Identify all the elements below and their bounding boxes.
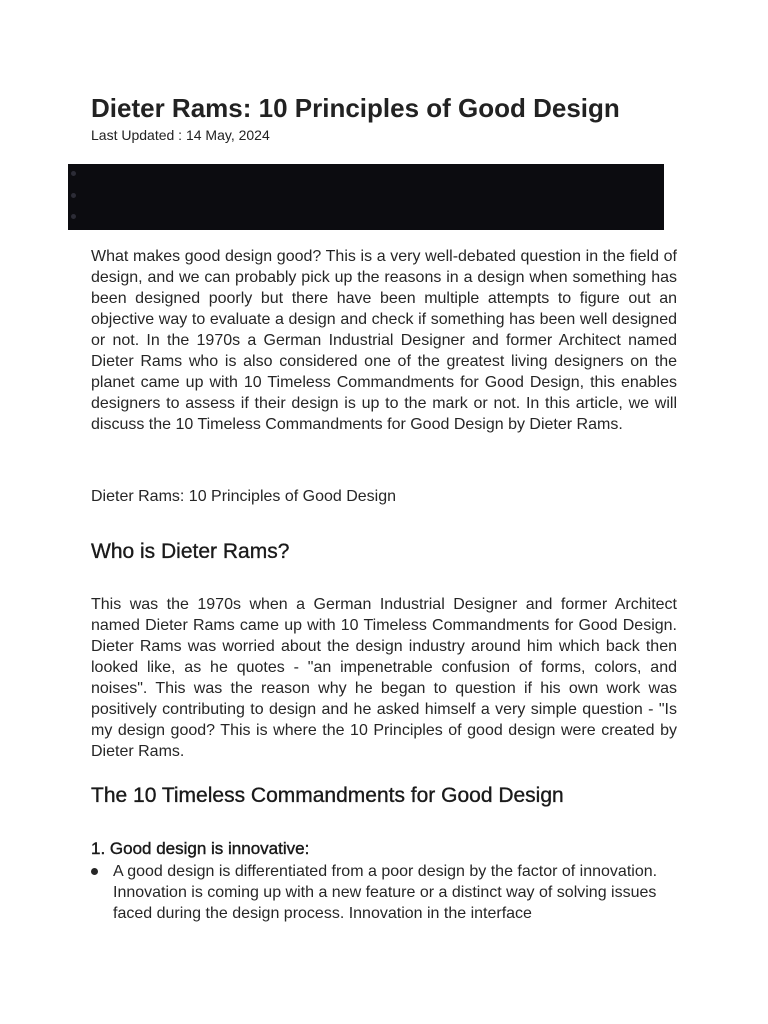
last-updated-date: Last Updated : 14 May, 2024 [91, 127, 270, 143]
dark-banner-block [68, 164, 664, 230]
principle-1-heading: 1. Good design is innovative: [91, 839, 310, 858]
banner-bullet-dot [71, 171, 76, 176]
intro-paragraph: What makes good design good? This is a very well-debated question in the field of design, and we can probably pick up the reasons in a design when something has been designed poorly but there have been multiple attempts to figure out an objective way to evaluate a design and check if something has been well designed or not. In the 1970s a German Industrial Designer and former Architect named Dieter Rams who is also considered one of the greatest living designers on the planet came up with 10 Timeless Commandments for Good Design, this enables designers to assess if their design is up to the mark or not. In this article, we will discuss the 10 Timeless Commandments for Good Design by Dieter Rams. [91, 248, 677, 433]
list-item [91, 861, 677, 924]
banner-bullet-dot [71, 193, 76, 198]
article-title: Dieter Rams: 10 Principles of Good Design [91, 93, 620, 123]
banner-bullet-dot [71, 214, 76, 219]
section-heading-commandments: The 10 Timeless Commandments for Good Design [91, 784, 564, 807]
bullet-dot-icon [91, 868, 98, 875]
principle-1-bullet-text: A good design is differentiated from a poor design by the factor of innovation. Innovation is coming up with a new feature or a distinct way of solving issues faced during the design process. Innovation in the interface [113, 863, 658, 922]
who-paragraph: This was the 1970s when a German Industrial Designer and former Architect named Dieter Rams came up with 10 Timeless Commandments for Good Design. Dieter Rams was worried about the design industry around him which back then looked like, as he quotes - "an impenetrable confusion of forms, colors, and noises". This was the reason why he began to question if his own work was positively contributing to design and he asked himself a very simple question - "Is my design good? This is where the 10 Principles of good design were created by Dieter Rams. [91, 596, 677, 760]
principle-1-bullets [91, 861, 677, 924]
section-heading-who: Who is Dieter Rams? [91, 540, 290, 563]
image-caption: Dieter Rams: 10 Principles of Good Design [91, 488, 397, 505]
